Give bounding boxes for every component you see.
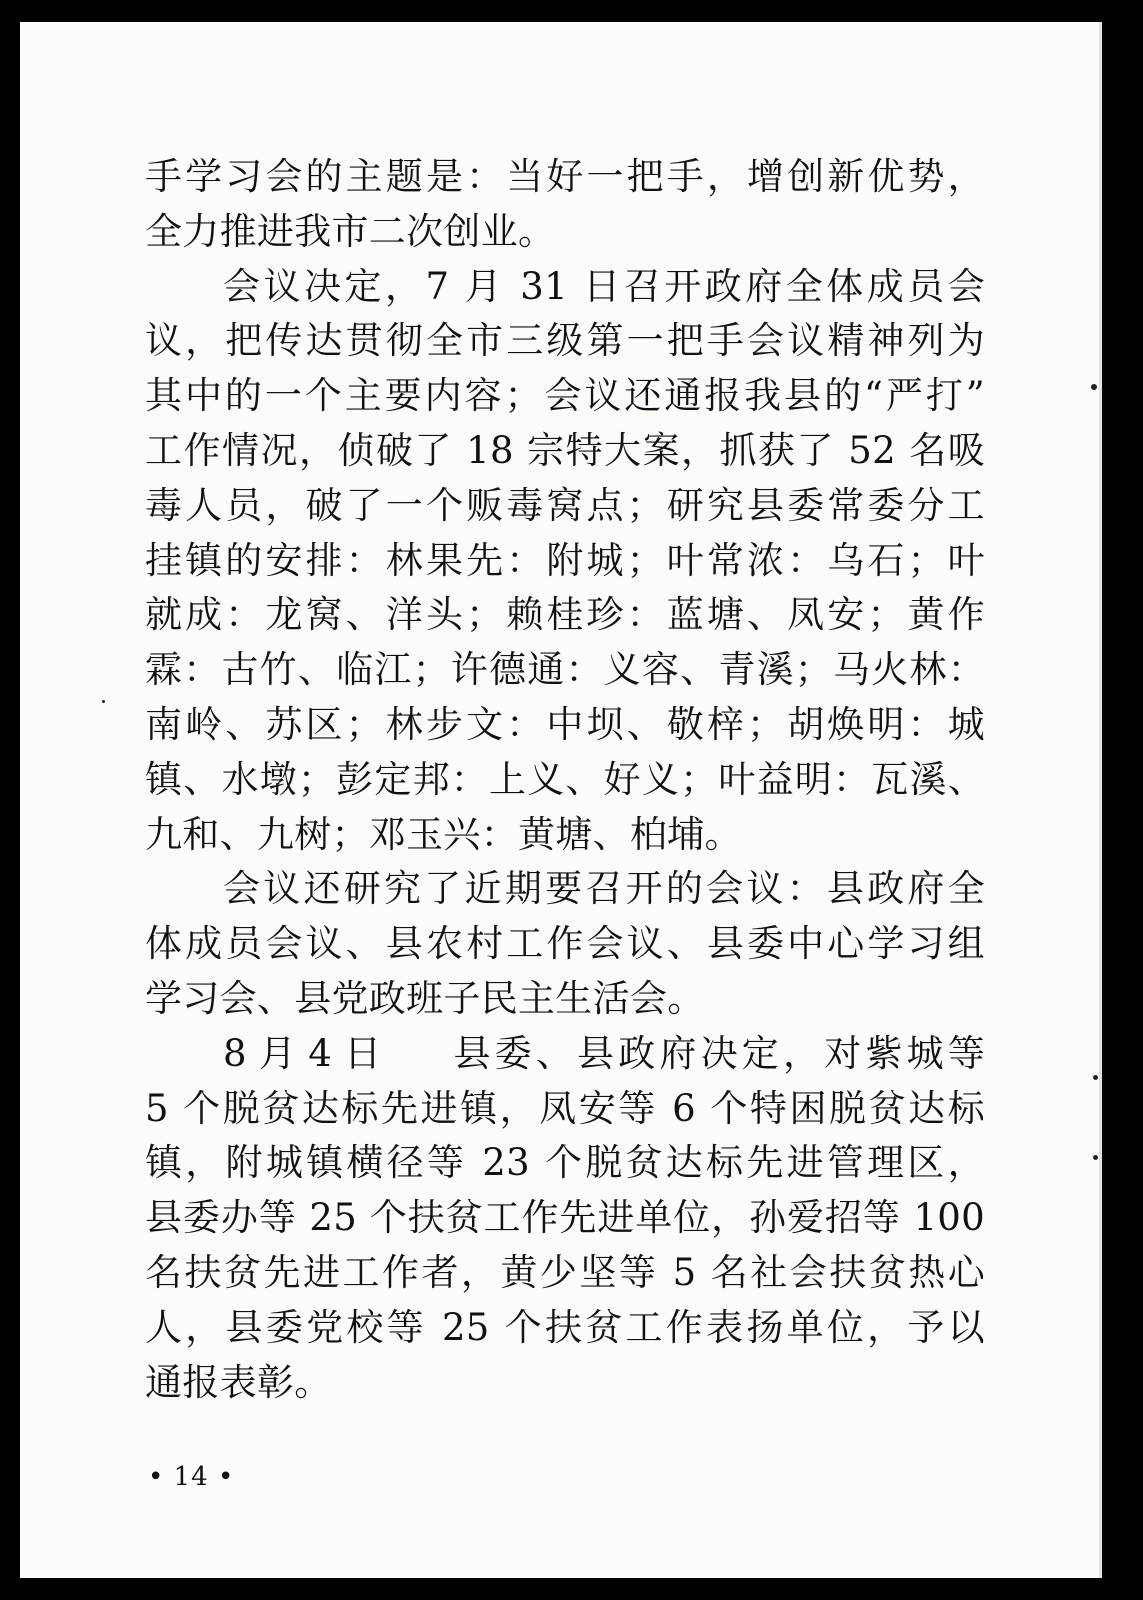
scan-speck — [1093, 1155, 1098, 1160]
text-line: 镇，附城镇横径等 23 个脱贫达标先进管理区， — [145, 1141, 985, 1185]
text-line: 其中的一个主要内容；会议还通报我县的“严打” — [145, 374, 985, 418]
text-line: 通报表彰。 — [145, 1360, 332, 1404]
text-line: 议，把传达贯彻全市三级第一把手会议精神列为 — [145, 319, 985, 363]
text-line: 全力推进我市二次创业。 — [145, 209, 556, 253]
text-line: 九和、九树；邓玉兴：黄塘、柏埔。 — [145, 812, 742, 856]
text-line: 县委办等 25 个扶贫工作先进单位，孙爱招等 100 — [145, 1196, 985, 1240]
text-line: 会议还研究了近期要召开的会议：县政府全 — [223, 867, 985, 911]
text-line: 工作情况，侦破了 18 宗特大案，抓获了 52 名吸 — [145, 428, 985, 472]
text-line: 县委、县政府决定，对紫城等 — [453, 1031, 985, 1075]
scan-speck — [1091, 384, 1097, 390]
page-edge — [1099, 22, 1102, 1578]
text-line: 霖：古竹、临江；许德通：义容、青溪；马火林： — [145, 648, 985, 692]
text-line: 手学习会的主题是：当好一把手，增创新优势， — [145, 155, 985, 198]
text-line: 镇、水墩；彭定邦：上义、好义；叶益明：瓦溪、 — [145, 757, 985, 801]
text-line: 挂镇的安排：林果先：附城；叶常浓：乌石；叶 — [145, 538, 985, 582]
text-line: 体成员会议、县农村工作会议、县委中心学习组 — [145, 922, 985, 966]
text-line: 南岭、苏区；林步文：中坝、敬梓；胡焕明：城 — [145, 702, 985, 746]
text-line: 会议决定，7 月 31 日召开政府全体成员会 — [223, 264, 985, 308]
text-line: 人，县委党校等 25 个扶贫工作表扬单位，予以 — [145, 1305, 985, 1349]
text-line: 名扶贫先进工作者，黄少坚等 5 名社会扶贫热心 — [145, 1250, 985, 1294]
body-text — [145, 150, 985, 1410]
dated-entry-first-line — [145, 1027, 985, 1082]
page-number: • 14 • — [148, 1462, 235, 1492]
entry-date: 8 月 4 日 — [223, 1031, 382, 1075]
scan-speck — [1093, 1075, 1098, 1080]
scanned-page — [20, 22, 1102, 1578]
text-line: 毒人员，破了一个贩毒窝点；研究县委常委分工 — [145, 483, 985, 527]
text-line: 5 个脱贫达标先进镇，凤安等 6 个特困脱贫达标 — [145, 1086, 985, 1130]
scan-speck — [102, 700, 105, 703]
text-line: 就成：龙窝、洋头；赖桂珍：蓝塘、凤安；黄作 — [145, 593, 985, 637]
text-line: 学习会、县党政班子民主生活会。 — [145, 976, 705, 1020]
